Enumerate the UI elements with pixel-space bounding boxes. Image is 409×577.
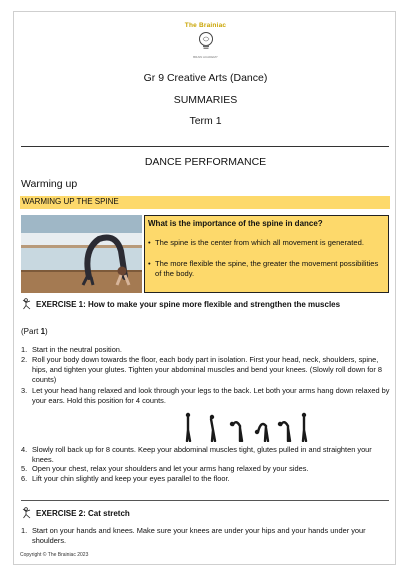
step-text: Start in the neutral position. bbox=[32, 345, 122, 354]
stretching-figure-icon bbox=[21, 507, 33, 519]
info-box-question: What is the importance of the spine in dance? bbox=[148, 219, 323, 228]
section-title: DANCE PERFORMANCE bbox=[144, 156, 267, 168]
info-box-bullet: • The spine is the center from which all movement is generated. bbox=[155, 238, 383, 248]
roll-down-sequence-figures bbox=[182, 412, 310, 442]
document-page bbox=[13, 11, 396, 565]
document-term: Term 1 bbox=[189, 115, 222, 127]
stretching-figure-icon bbox=[21, 298, 33, 310]
step-number: 1. bbox=[21, 345, 28, 354]
exercise-1-part bbox=[21, 327, 48, 336]
document-subtitle: SUMMARIES bbox=[173, 94, 238, 106]
step-number: 1. bbox=[21, 526, 28, 535]
exercise-1-title: EXERCISE 1: How to make your spine more flexible and strengthen the muscles bbox=[36, 300, 341, 309]
divider-line bbox=[21, 146, 389, 147]
info-box-bullet: • The more flexible the spine, the greater the movement possibilities of the body. bbox=[155, 259, 383, 279]
part-prefix: (Part bbox=[21, 327, 41, 336]
step-text: Start on your hands and knees. Make sure your knees are under your hips and your hands under your shoulders. bbox=[32, 526, 366, 545]
part-number: 1 bbox=[40, 327, 46, 336]
step-number: 6. bbox=[21, 474, 28, 483]
divider-line bbox=[21, 500, 389, 501]
lightbulb-logo-icon bbox=[197, 31, 215, 53]
subsection-title: Warming up bbox=[21, 178, 78, 190]
exercise-2-title: EXERCISE 2: Cat stretch bbox=[36, 509, 130, 518]
step-number: 4. bbox=[21, 445, 28, 454]
section-banner-label: WARMING UP THE SPINE bbox=[22, 197, 119, 206]
step-number: 2. bbox=[21, 355, 28, 364]
info-box bbox=[144, 215, 389, 293]
section-banner bbox=[20, 196, 390, 209]
part-suffix: ) bbox=[45, 327, 48, 336]
step-text: Lift your chin slightly and keep your eyes parallel to the floor. bbox=[32, 474, 230, 483]
step-number: 5. bbox=[21, 464, 28, 473]
step-text: Open your chest, relax your shoulders and let your arms hang relaxed by your sides. bbox=[32, 464, 309, 473]
copyright-footer: Copyright © The Brainiac 2023 bbox=[20, 552, 89, 558]
step-text: Let your head hang relaxed and look through your legs to the back. Let both your arms hang down relaxed by your ears. Hold this position for 4 counts. bbox=[32, 386, 390, 405]
dancer-backbend-photo bbox=[21, 215, 142, 293]
brand-tagline: BRAIN ACADEMY bbox=[193, 55, 218, 59]
step-number: 3. bbox=[21, 386, 28, 395]
step-text: Roll your body down towards the floor, each body part in isolation. First your head, neck, shoulders, spine, hips, and tighten your glutes. Tighten your abdominal muscles and bend your knees. (Slowly roll down for 8 counts) bbox=[32, 355, 383, 384]
brand-name: The Brainiac bbox=[184, 22, 227, 29]
document-title: Gr 9 Creative Arts (Dance) bbox=[143, 72, 268, 84]
step-text: Slowly roll back up for 8 counts. Keep your abdominal muscles tight, glutes pulled in and straighten your knees. bbox=[32, 445, 372, 464]
